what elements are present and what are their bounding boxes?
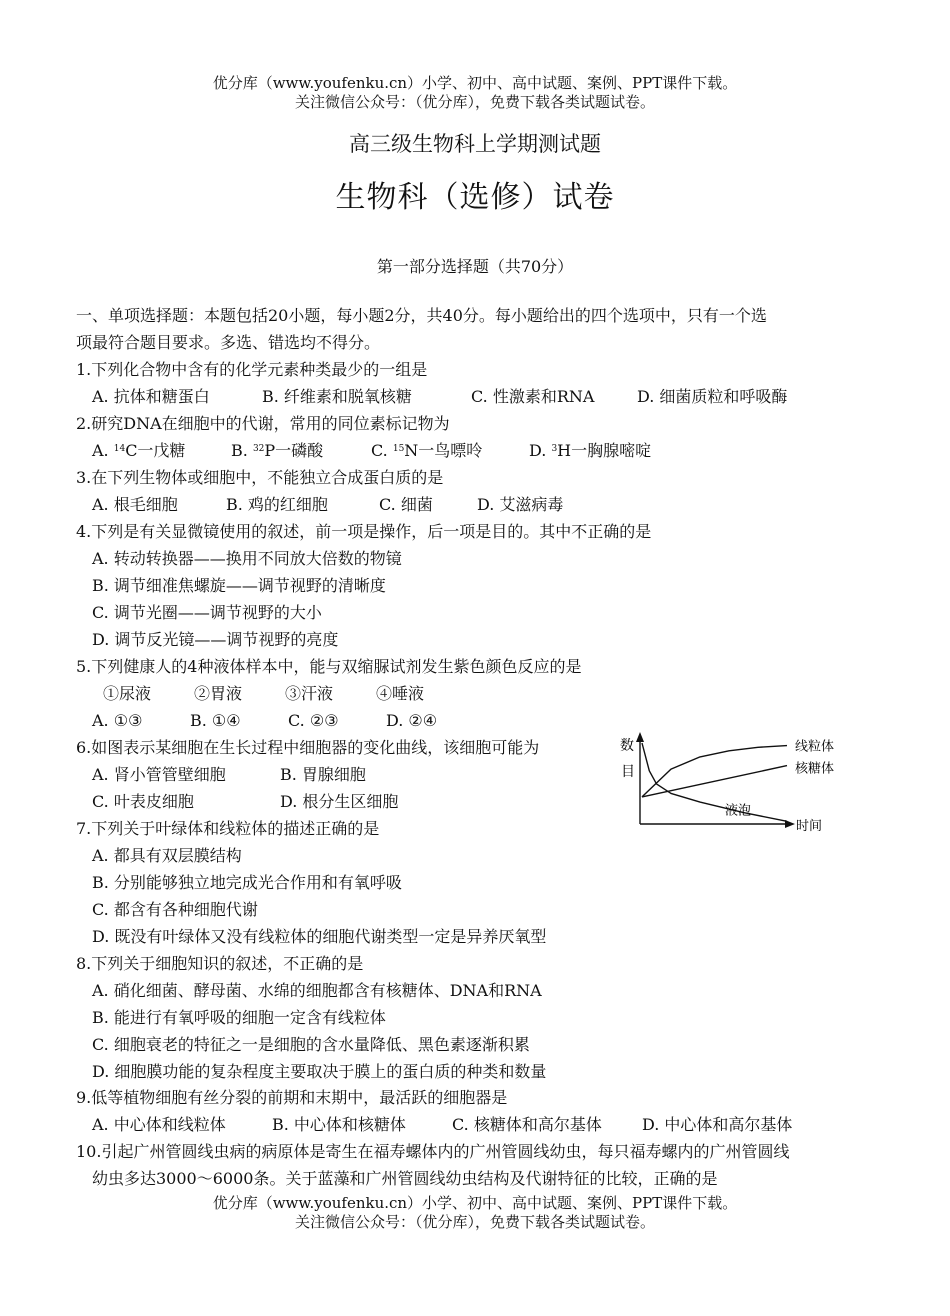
q5-option-a: A. ①③ [92,711,143,730]
q1-option-d: D. 细菌质粒和呼吸酶 [637,387,788,406]
q2-option-a [92,439,231,463]
q5-samples [103,682,424,706]
q10-line1: 10.引起广州管圆线虫病的病原体是寄生在福寿螺体内的广州管圆线幼虫，每只福寿螺内的广州管圆线 [76,1142,790,1161]
q8-option-b: B. 能进行有氧呼吸的细胞一定含有线粒体 [92,1008,386,1027]
x-axis-label: 时间 [796,818,823,833]
q10-line2: 幼虫多达3000～6000条。关于蓝藻和广州管圆线幼虫结构及代谢特征的比较，正确的是 [92,1169,718,1188]
series-line-3 [642,743,787,821]
q7-option-c: C. 都含有各种细胞代谢 [92,900,258,919]
series-label-1: 线粒体 [795,738,835,754]
q9-options [92,1113,792,1137]
q6-option-d: D. 根分生区细胞 [280,792,399,811]
q5-sample-3: ③汗液 [285,684,334,703]
q2-option-d [529,439,651,463]
q3-option-d: D. 艾滋病毒 [477,495,564,514]
q9-option-d: D. 中心体和高尔基体 [642,1115,793,1134]
q1-option-a: A. 抗体和糖蛋白 [92,387,210,406]
series-label-2: 核糖体 [795,760,835,776]
q1-stem: 1.下列化合物中含有的化学元素种类最少的一组是 [76,360,428,379]
q3-option-a: A. 根毛细胞 [92,495,178,514]
q9-option-a: A. 中心体和线粒体 [92,1115,226,1134]
part1-title: 第一部分选择题（共70分） [376,257,574,276]
q2-stem: 2.研究DNA在细胞中的代谢，常用的同位素标记物为 [76,414,450,433]
y-axis-label-bottom: 目 [621,765,635,780]
q8-option-d: D. 细胞膜功能的复杂程度主要取决于膜上的蛋白质的种类和数量 [92,1062,547,1081]
q9-option-b: B. 中心体和核糖体 [272,1115,406,1134]
q5-sample-1: ①尿液 [103,684,152,703]
footer-line-1: 优分库（www.youfenku.cn）小学、初中、高中试题、案例、PPT课件下载。 [212,1194,738,1212]
q8-option-c: C. 细胞衰老的特征之一是细胞的含水量降低、黑色素逐渐积累 [92,1035,530,1054]
q2-option-d-isotope: 3 [551,444,558,454]
footer-line-2: 关注微信公众号：（优分库），免费下载各类试题试卷。 [294,1213,655,1231]
series-line-2 [642,766,787,797]
q6-options-row2 [92,790,398,814]
q2-options [92,439,651,463]
exam-title: 生物科（选修）试卷 [335,180,615,215]
q9-option-c: C. 核糖体和高尔基体 [452,1115,602,1134]
header-line-2: 关注微信公众号：（优分库），免费下载各类试题试卷。 [294,93,655,111]
chart-series-group [642,739,834,822]
q2-option-a-isotope: 14 [113,444,126,454]
q5-option-d: D. ②④ [386,711,438,730]
q9-stem: 9.低等植物细胞有丝分裂的前期和末期中，最活跃的细胞器是 [76,1088,508,1107]
section1-intro-line1: 一、单项选择题：本题包括20小题，每小题2分，共40分。每小题给出的四个选项中，只有一个选 [76,306,767,325]
q7-option-d: D. 既没有叶绿体又没有线粒体的细胞代谢类型一定是异养厌氧型 [92,927,547,946]
q2-option-c-isotope: 15 [392,444,405,454]
q5-option-c: C. ②③ [288,711,339,730]
q2-option-b [231,439,371,463]
q3-option-c: C. 细菌 [379,495,433,514]
q3-options [92,493,563,517]
q1-option-b: B. 纤维素和脱氧核糖 [262,387,412,406]
y-axis-label-top: 数 [620,739,634,754]
q2-option-c-prefix: C. [371,441,393,460]
header-line-1: 优分库（www.youfenku.cn）小学、初中、高中试题、案例、PPT课件下载。 [212,74,738,92]
q8-stem: 8.下列关于细胞知识的叙述，不正确的是 [76,954,364,973]
q5-sample-4: ④唾液 [376,684,425,703]
section1-intro-line2: 项最符合题目要求。多选、错选均不得分。 [76,333,381,352]
q6-option-c: C. 叶表皮细胞 [92,792,194,811]
q2-option-b-prefix: B. [231,441,253,460]
q6-option-a: A. 肾小管管壁细胞 [92,765,226,784]
q6-options-row1 [92,763,366,787]
q2-option-a-prefix: A. [92,441,114,460]
q5-sample-2: ②胃液 [194,684,243,703]
q2-option-c [371,439,529,463]
q4-stem: 4.下列是有关显微镜使用的叙述，前一项是操作，后一项是目的。其中不正确的是 [76,522,652,541]
q8-option-a: A. 硝化细菌、酵母菌、水绵的细胞都含有核糖体、DNA和RNA [92,981,542,1000]
q2-option-d-prefix: D. [529,441,552,460]
series-label-3: 液泡 [725,802,752,818]
q2-option-c-text: N一鸟嘌呤 [404,441,483,460]
q3-option-b: B. 鸡的红细胞 [226,495,328,514]
q5-stem: 5.下列健康人的4种液体样本中，能与双缩脲试剂发生紫色颜色反应的是 [76,657,582,676]
q3-stem: 3.在下列生物体或细胞中，不能独立合成蛋白质的是 [76,468,444,487]
q7-option-a: A. 都具有双层膜结构 [92,846,242,865]
q2-option-b-isotope: 32 [252,444,265,454]
q4-option-a: A. 转动转换器——换用不同放大倍数的物镜 [92,549,402,568]
q1-options [92,385,787,409]
q7-stem: 7.下列关于叶绿体和线粒体的描述正确的是 [76,819,380,838]
q5-options [92,709,437,733]
q5-option-b: B. ①④ [190,711,241,730]
q7-option-b: B. 分别能够独立地完成光合作用和有氧呼吸 [92,873,402,892]
q2-option-b-text: P一磷酸 [264,441,324,460]
organelle-change-chart [615,728,865,838]
q6-stem: 6.如图表示某细胞在生长过程中细胞器的变化曲线，该细胞可能为 [76,738,540,757]
q1-option-c: C. 性激素和RNA [471,387,595,406]
q4-option-b: B. 调节细准焦螺旋——调节视野的清晰度 [92,576,386,595]
q2-option-d-text: H一胸腺嘧啶 [557,441,652,460]
q4-option-d: D. 调节反光镜——调节视野的亮度 [92,630,339,649]
q6-option-b: B. 胃腺细胞 [280,765,366,784]
exam-subtitle: 高三级生物科上学期测试题 [349,132,601,156]
q4-option-c: C. 调节光圈——调节视野的大小 [92,603,322,622]
q2-option-a-text: C一戊糖 [125,441,186,460]
y-axis-arrow-icon [636,732,644,742]
